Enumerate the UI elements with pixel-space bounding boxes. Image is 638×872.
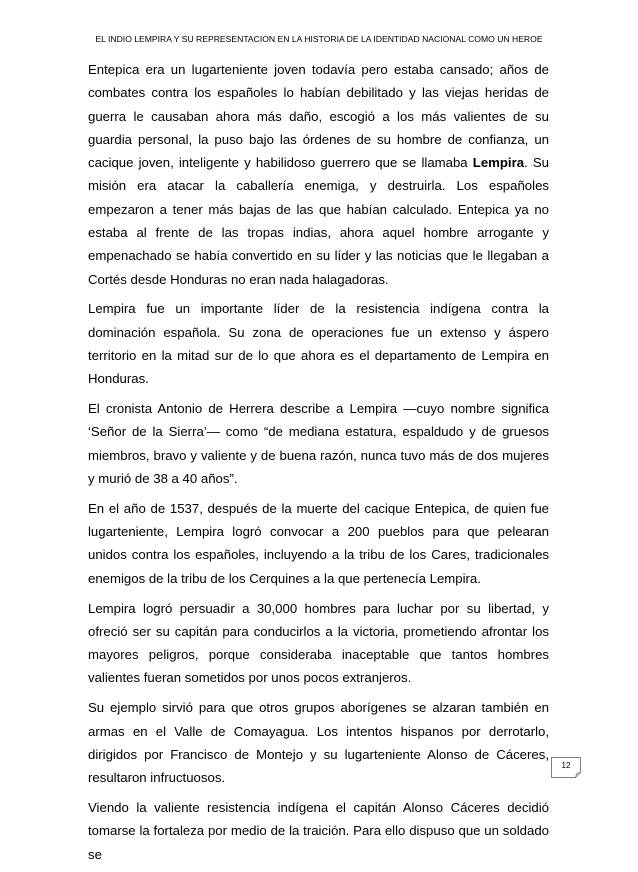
running-header: EL INDIO LEMPIRA Y SU REPRESENTACION EN LA HISTORIA DE LA IDENTIDAD NACIONAL COMO UN HEROE (95, 34, 543, 44)
paragraph-1-text-before: Entepica era un lugarteniente joven todavía pero estaba cansado; años de combates contra los españoles lo habían debilitado y las viejas heridas de guerra le causaban ahora más daño, escogió a los más valientes de su guardia personal, la puso bajo las órdenes de su hombre de confianza, un cacique joven, inteligente y habilidoso guerrero que se llamaba (88, 62, 549, 171)
paragraph-5: Lempira logró persuadir a 30,000 hombres para luchar por su libertad, y ofreció ser su capitán para conducirlos a la victoria, prometiendo afrontar los mayores peligros, porque consideraba inaceptable que tantos hombres valientes fueran sometidos por unos pocos extranjeros. (88, 600, 549, 686)
paragraph-2: Lempira fue un importante líder de la resistencia indígena contra la dominación española. Su zona de operaciones fue un extenso y áspero territorio en la mitad sur de lo que ahora es el departamento de Lempira en Honduras. (88, 301, 549, 387)
page-number-box (551, 757, 581, 778)
paragraph-1 (88, 58, 549, 291)
name-lempira-bold: Lempira (472, 155, 525, 171)
page-number: 12 (561, 761, 571, 770)
paragraph-4: En el año de 1537, después de la muerte del cacique Entepica, de quien fue lugarteniente, Lempira logró convocar a 200 pueblos para que pelearan unidos contra los españoles, incluyendo a la tribu de los Cares, tradicionales enemigos de la tribu de los Cerquines a la que pertenecía Lempira. (88, 500, 549, 586)
paragraph-6: Su ejemplo sirvió para que otros grupos aborígenes se alzaran también en armas en el Valle de Comayagua. Los intentos hispanos por derrotarlo, dirigidos por Francisco de Montejo y su lugarteniente Alonso de Cáceres, resultaron infructuosos. (88, 700, 549, 786)
paragraph-3: El cronista Antonio de Herrera describe a Lempira —cuyo nombre significa ‘Señor de la Sierra’— como “de mediana estatura, espaldudo y de gruesos miembros, bravo y valiente y de buena razón, nunca tuvo más de dos mujeres y murió de 38 a 40 años”. (88, 401, 549, 487)
document-body (88, 58, 549, 872)
paragraph-7: Viendo la valiente resistencia indígena el capitán Alonso Cáceres decidió tomarse la fortaleza por medio de la traición. Para ello dispuso que un soldado se (88, 799, 549, 862)
paragraph-1-text-after: . Su misión era atacar la caballería enemiga, y destruirla. Los españoles empezaron a tener más bajas de las que habían calculado. Entepica ya no estaba al frente de las tropas indias, ahora aquel hombre arrogante y empenachado se había convertido en su líder y las noticias que le llegaban a Cortés desde Honduras no eran nada halagadoras. (88, 155, 549, 287)
